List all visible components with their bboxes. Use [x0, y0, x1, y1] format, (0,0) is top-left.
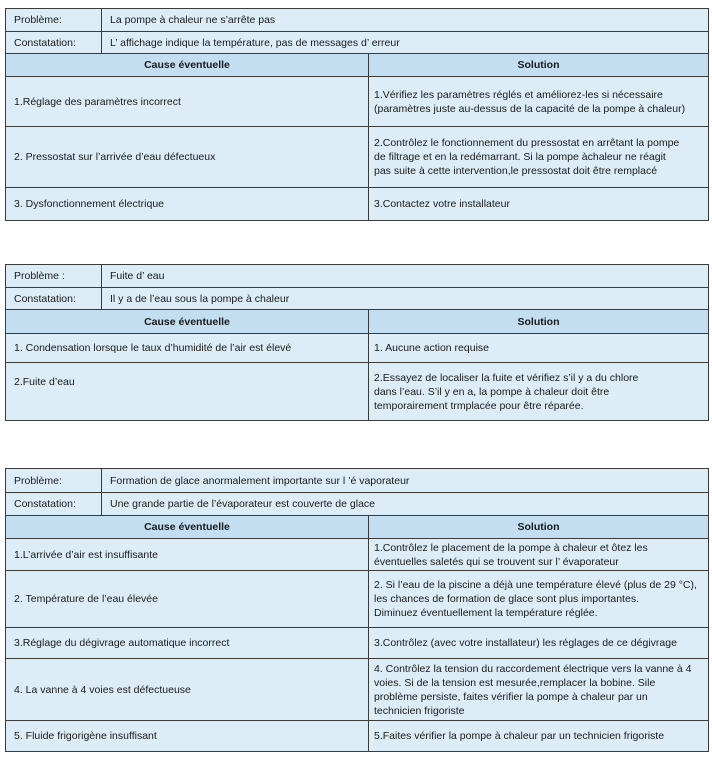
table-row: [5, 77, 709, 127]
constat-label: Constatation:: [6, 288, 102, 309]
header-cause: Cause éventuelle: [6, 516, 369, 538]
troubleshooting-table-1: [5, 8, 709, 221]
solution-cell: 5.Faites vérifier la pompe à chaleur par un technicien frigoriste: [374, 730, 665, 742]
problem-value: Formation de glace anormalement importante sur l ’é vaporateur: [110, 474, 410, 487]
header-solution: Solution: [517, 315, 560, 328]
table-header: [5, 310, 709, 334]
problem-value: La pompe à chaleur ne s’arrête pas: [110, 14, 276, 26]
cause-cell: 3.Réglage du dégivrage automatique incorrect: [6, 628, 369, 658]
table-row: [5, 571, 709, 628]
constat-value: Une grande partie de l’évaporateur est couverte de glace: [110, 498, 376, 510]
problem-row: [5, 264, 709, 288]
table-row: [5, 721, 709, 752]
header-solution: Solution: [517, 521, 560, 533]
constat-value: Il y a de l’eau sous la pompe à chaleur: [110, 292, 290, 305]
constat-row: [5, 288, 709, 310]
solution-cell: 3.Contactez votre installateur: [374, 198, 510, 210]
header-cause: Cause éventuelle: [6, 310, 369, 333]
problem-row: [5, 8, 709, 32]
solution-cell: 2.Contrôlez le fonctionnement du pressostat en arrêtant la pompe de filtrage et en la redémarrant. Si la pompe àchaleur ne réagit pas suite à cette intervention,le pressostat doit être remplacé: [374, 137, 680, 177]
cause-cell: 2.Fuite d’eau: [6, 363, 369, 420]
table-row: [5, 334, 709, 363]
cause-cell: 3. Dysfonctionnement électrique: [6, 188, 369, 220]
table-row: [5, 659, 709, 721]
troubleshooting-table-3: [5, 468, 709, 752]
header-cause: Cause éventuelle: [6, 54, 369, 76]
cause-cell: 1.L’arrivée d’air est insuffisante: [6, 539, 369, 570]
solution-cell: 2. Si l’eau de la piscine a déjà une température élevé (plus de 29 °C), les chances de formation de glace sont plus importantes. Diminuez éventuellement la température réglée.: [374, 579, 697, 619]
table-row: [5, 363, 709, 421]
header-solution: Solution: [517, 59, 560, 71]
solution-cell: 1. Aucune action requise: [374, 342, 489, 354]
constat-value: L’ affichage indique la température, pas de messages d’ erreur: [110, 36, 400, 49]
table-row: [5, 188, 709, 221]
solution-cell: 1.Vérifiez les paramètres réglés et améliorez-les si nécessaire (paramètres juste au-dessus de la capacité de la pompe à chaleur): [374, 88, 686, 115]
problem-label: Problème:: [6, 469, 102, 492]
solution-cell: 3.Contrôlez (avec votre installateur) les réglages de ce dégivrage: [374, 637, 677, 649]
cause-cell: 2. Pressostat sur l’arrivée d’eau défectueux: [6, 127, 369, 187]
constat-row: [5, 32, 709, 54]
table-header: [5, 516, 709, 539]
problem-value: Fuite d’ eau: [110, 270, 165, 282]
solution-cell: 1.Contrôlez le placement de la pompe à chaleur et ôtez les éventuelles saletés qui se trouvent sur l’ évaporateur: [374, 541, 648, 568]
constat-label: Constatation:: [6, 493, 102, 515]
table-row: [5, 539, 709, 571]
cause-cell: 1.Réglage des paramètres incorrect: [6, 77, 369, 126]
cause-cell: 1. Condensation lorsque le taux d’humidité de l’air est élevé: [6, 334, 369, 362]
table-header: [5, 54, 709, 77]
constat-label: Constatation:: [6, 32, 102, 53]
troubleshooting-table-2: [5, 264, 709, 421]
constat-row: [5, 493, 709, 516]
problem-label: Problème :: [6, 265, 102, 287]
problem-label: Problème:: [6, 9, 102, 31]
cause-cell: 2. Température de l’eau élevée: [6, 571, 369, 627]
cause-cell: 5. Fluide frigorigène insuffisant: [6, 721, 369, 751]
table-row: [5, 127, 709, 188]
problem-row: [5, 468, 709, 493]
solution-cell: 4. Contrôlez la tension du raccordement électrique vers la vanne à 4 voies. Si de la tension est mesurée,remplacer la bobine. Sile problème persiste, faites vérifier la pompe à chaleur par un technicien frigoriste: [374, 662, 692, 717]
table-row: [5, 628, 709, 659]
solution-cell: 2.Essayez de localiser la fuite et vérifiez s’il y a du chlore dans l’eau. S’il y en a, la pompe à chaleur doit être temporairement trmplacée pour être réparée.: [374, 371, 639, 412]
cause-cell: 4. La vanne à 4 voies est défectueuse: [6, 659, 369, 720]
